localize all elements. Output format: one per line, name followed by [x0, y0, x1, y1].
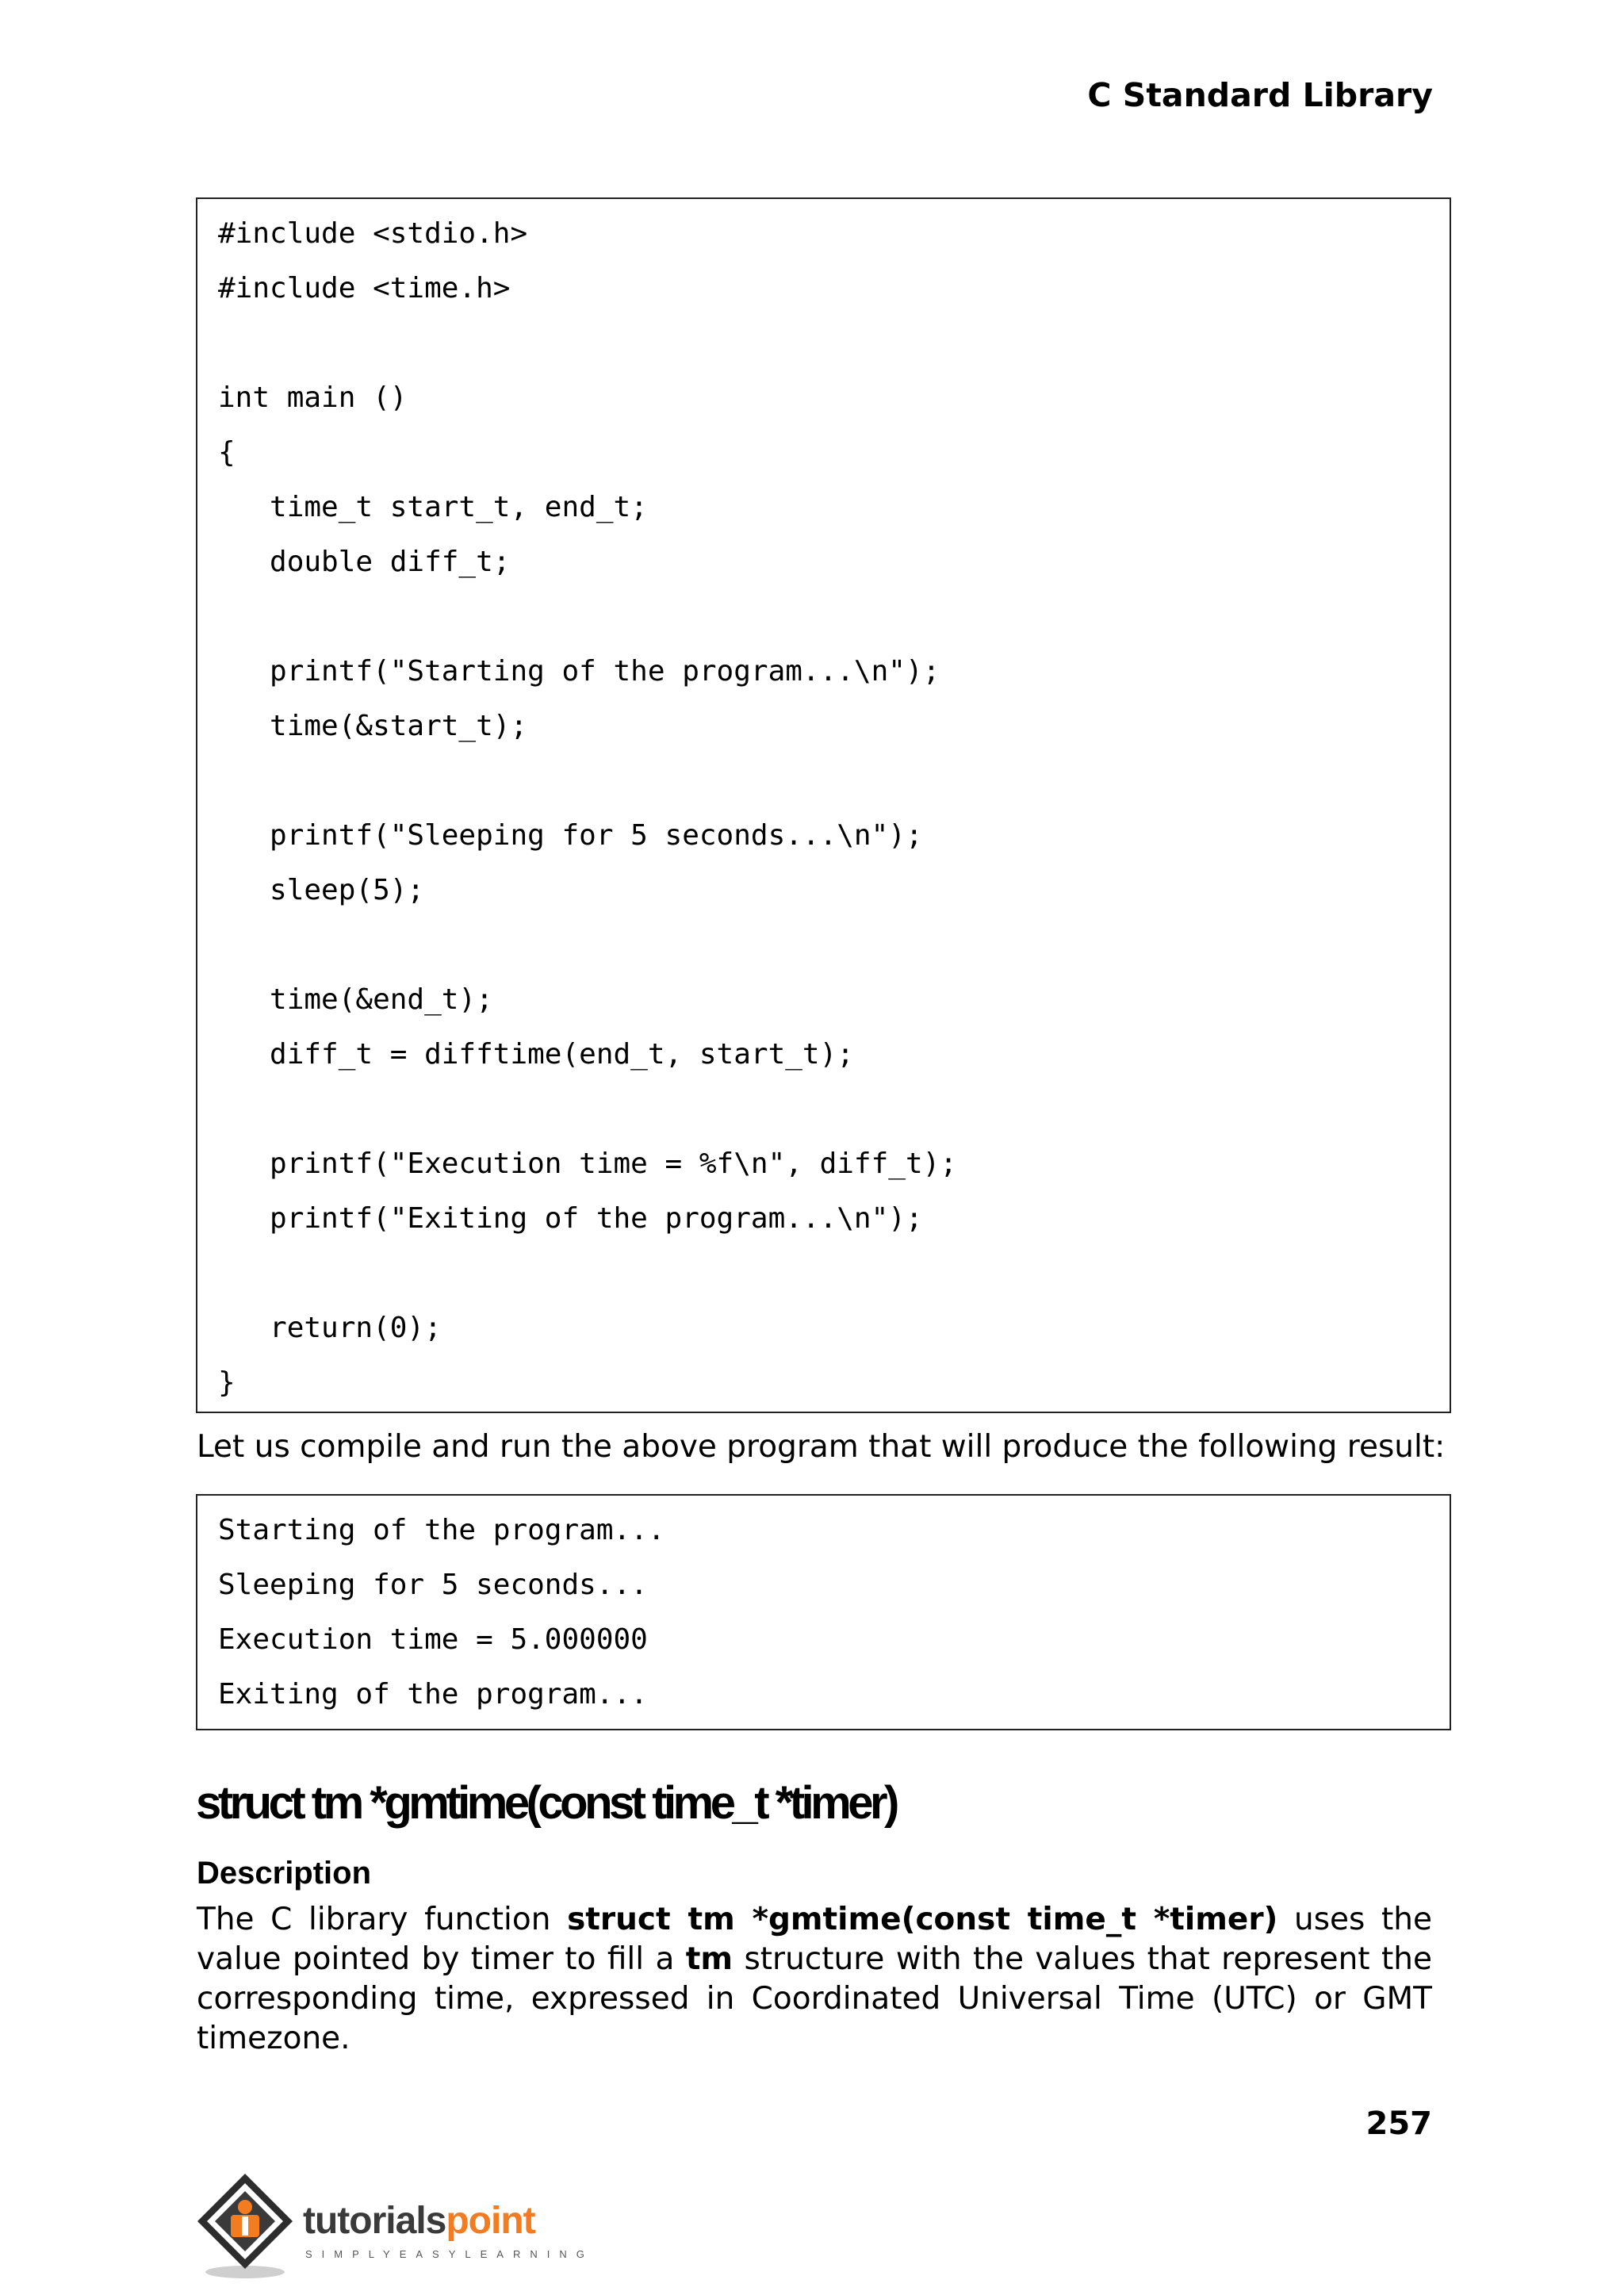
description-paragraph	[197, 1900, 1432, 2059]
function-signature-bold: struct tm *gmtime(const time_t *timer)	[567, 1902, 1278, 1937]
code-line: printf("Sleeping for 5 seconds...\n");	[218, 819, 923, 852]
code-line: {	[218, 436, 236, 469]
code-line: printf("Execution time = %f\n", diff_t);	[218, 1148, 957, 1180]
logo-emblem-icon	[196, 2169, 307, 2280]
code-line: double diff_t;	[218, 546, 511, 578]
code-line: time(&end_t);	[218, 983, 493, 1016]
description-text: structure with the values that represent the corresponding time, expressed in Coordinated Universal Time (UTC) or GMT timezone.	[197, 1941, 1432, 2056]
code-line	[218, 920, 1450, 975]
code-line: printf("Exiting of the program...\n");	[218, 1202, 923, 1235]
description-label: Description	[197, 1856, 372, 1891]
description-text: uses the value pointed by timer to fill a	[197, 1902, 1432, 1977]
code-line: time_t start_t, end_t;	[218, 491, 648, 523]
code-line: int main ()	[218, 381, 408, 414]
tm-struct-bold: tm	[685, 1941, 733, 1977]
logo-word-point: point	[446, 2200, 535, 2242]
code-line: #include <time.h>	[218, 272, 511, 305]
code-line: }	[218, 1366, 236, 1399]
code-line: #include <stdio.h>	[218, 217, 528, 250]
code-line: return(0);	[218, 1312, 442, 1344]
code-line	[218, 592, 1450, 646]
function-heading: struct tm *gmtime(const time_t *timer)	[196, 1777, 896, 1829]
output-line: Exiting of the program...	[218, 1678, 648, 1711]
running-header: C Standard Library	[1087, 76, 1433, 114]
output-line: Starting of the program...	[218, 1514, 665, 1546]
logo-tagline: SIMPLYEASYLEARNING	[305, 2248, 594, 2260]
code-line	[218, 1248, 1450, 1303]
program-output-block	[196, 1494, 1451, 1730]
code-line: sleep(5);	[218, 874, 425, 906]
code-line	[218, 318, 1450, 373]
logo-word-tutorials: tutorials	[303, 2200, 446, 2242]
intro-paragraph: Let us compile and run the above program that will produce the following result:	[197, 1429, 1446, 1465]
logo-wordmark	[303, 2199, 535, 2243]
code-line	[218, 1084, 1450, 1139]
description-text: The C library function	[197, 1902, 568, 1937]
code-line: time(&start_t);	[218, 710, 528, 742]
page-number: 257	[1365, 2105, 1432, 2142]
code-line	[218, 756, 1450, 810]
source-code-block	[196, 197, 1451, 1413]
code-line: diff_t = difftime(end_t, start_t);	[218, 1038, 854, 1071]
tutorialspoint-logo	[196, 2169, 594, 2280]
output-line: Execution time = 5.000000	[218, 1623, 648, 1656]
output-line: Sleeping for 5 seconds...	[218, 1569, 648, 1601]
code-line: printf("Starting of the program...\n");	[218, 655, 940, 688]
